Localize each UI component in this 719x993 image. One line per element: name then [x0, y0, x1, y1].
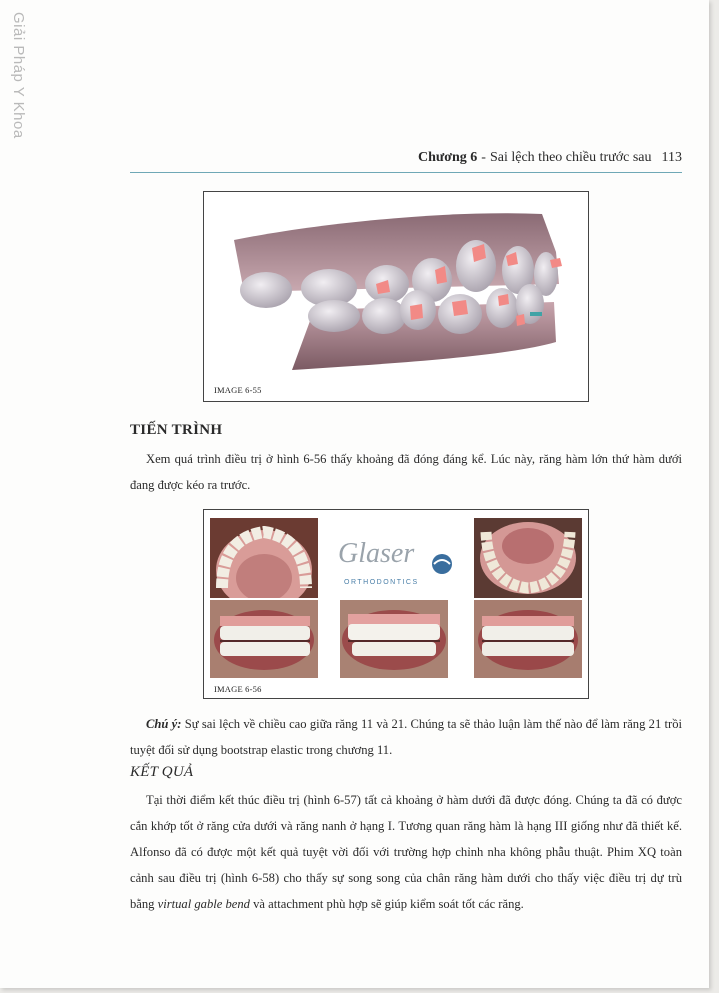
- logo-subtext: ORTHODONTICS: [344, 579, 419, 586]
- results-text-italic: virtual gable bend: [157, 897, 250, 911]
- photo-lower-arch: [474, 518, 582, 598]
- results-text-2: và attachment phù hợp sẽ giúp kiểm soát tốt các răng.: [249, 897, 524, 911]
- running-header: [130, 148, 682, 173]
- results-paragraph: [130, 787, 682, 917]
- photo-left-side: [474, 600, 582, 678]
- figure-label: IMAGE 6-55: [214, 385, 262, 395]
- figure-label: IMAGE 6-56: [214, 684, 262, 694]
- photo-frontal: [340, 600, 448, 678]
- figure-6-55: [203, 191, 589, 402]
- header-separator: -: [481, 150, 486, 165]
- chapter-label: Chương 6: [417, 150, 478, 165]
- photo-upper-arch: [210, 518, 318, 598]
- watermark: Giải Pháp Y Khoa: [10, 12, 27, 139]
- note-paragraph: [130, 711, 682, 763]
- clinic-logo: [328, 518, 460, 598]
- note-label: Chú ý:: [146, 717, 182, 731]
- section-heading-progress: TIẾN TRÌNH: [130, 422, 223, 438]
- progress-paragraph: [130, 446, 682, 498]
- dental-model-illustration: [204, 192, 588, 401]
- results-text-1: Tại thời điểm kết thúc điều trị (hình 6-57) tất cả khoảng ở hàm dưới đã được đóng. Chúng ta đã có được cắn khớp tốt ở răng cửa dưới và răng nanh ở hạng I. Tương quan răng hàm là hạng III giống như đã thiết kế. Alfonso đã có được một kết quả tuyệt vời đối với trường hợp chỉnh nha không phẫu thuật. Phim XQ toàn cảnh sau điều trị (hình 6-58) cho thấy sự song song của chân răng hàm dưới cho thấy việc điều trị dự trù bằng: [130, 793, 682, 911]
- photo-right-side: [210, 600, 318, 678]
- page-number: 113: [661, 150, 682, 165]
- section-heading-results: KẾT QUẢ: [130, 764, 194, 780]
- figure-6-56: [203, 509, 589, 699]
- chapter-title: Sai lệch theo chiều trước sau: [489, 150, 652, 165]
- logo-script: Glaser: [338, 538, 415, 569]
- progress-text: Xem quá trình điều trị ở hình 6-56 thấy khoảng đã đóng đáng kể. Lúc này, răng hàm lớn thứ hàm dưới đang được kéo ra trước.: [130, 452, 682, 492]
- note-text: Sự sai lệch về chiều cao giữa răng 11 và 21. Chúng ta sẽ thảo luận làm thế nào để làm răng 21 trồi tuyệt đối sử dụng bootstrap elastic trong chương 11.: [130, 717, 682, 757]
